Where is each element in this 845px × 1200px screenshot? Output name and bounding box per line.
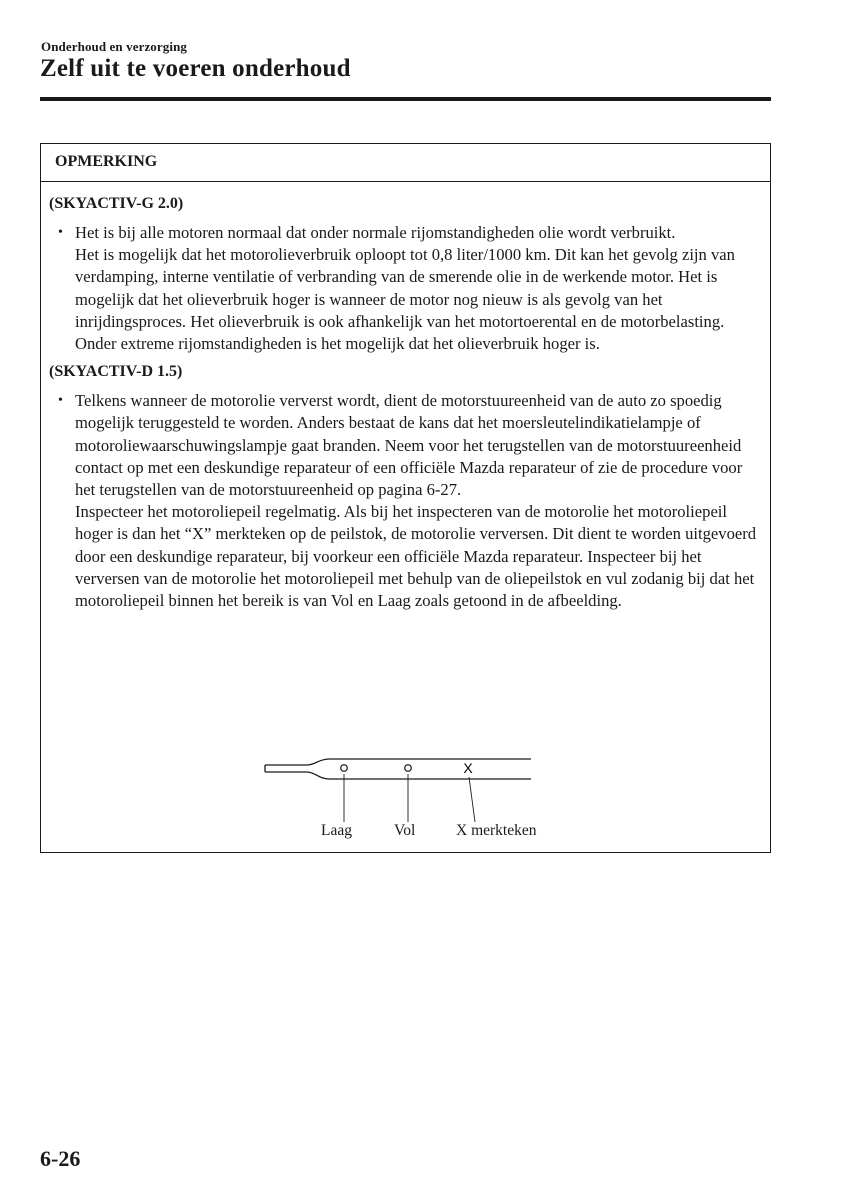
label-low: Laag bbox=[321, 822, 352, 839]
dipstick-figure bbox=[263, 749, 563, 844]
header-divider bbox=[40, 97, 771, 101]
label-full: Vol bbox=[394, 822, 416, 839]
paragraph: Telkens wanneer de motorolie ververst wordt, dient de motorstuureenheid van de auto zo spoedig mogelijk teruggesteld te worden. Anders bestaat de kans dat het moersleutelindikatielampje of motoroliewaarschuwingslampje gaat branden. Neem voor het terugstellen van de motorstuureenheid contact op met een deskundige reparateur of een officiële Mazda reparateur of zie de procedure voor het terugstellen van de motorstuureenheid op pagina 6-27. bbox=[75, 391, 743, 500]
bullet-dot: • bbox=[58, 225, 63, 240]
x-mark: X bbox=[463, 760, 473, 776]
low-mark bbox=[341, 765, 348, 772]
bullet-skyactiv-d bbox=[41, 390, 770, 612]
full-mark bbox=[405, 765, 412, 772]
label-x-mark: X merkteken bbox=[456, 822, 537, 839]
paragraph: Het is mogelijk dat het motorolieverbruik oploopt tot 0,8 liter/1000 km. Dit kan het gevolg zijn van verdamping, interne ventilatie of verbranding van de smerende olie in de werkende motor. Het is mogelijk dat het olieverbruik hoger is wanneer de motor nog nieuw is als gevolg van het inrijdingsproces. Het olieverbruik is ook afhankelijk van het motortoerental en de motorbelasting. Onder extreme rijomstandigheden is het mogelijk dat het olieverbruik hoger is. bbox=[75, 245, 735, 354]
section-header: Onderhoud en verzorging bbox=[41, 39, 188, 54]
paragraph: Inspecteer het motoroliepeil regelmatig. Als bij het inspecteren van de motorolie het motoroliepeil hoger is dan het “X” merkteken op de peilstok, de motorolie verversen. Dit dient te worden uitgevoerd door een deskundige reparateur, bij voorkeur een officiële Mazda reparateur. Inspecteer bij het verversen van de motorolie het motoroliepeil met behulp van de oliepeilstok en vul zodanig bij dat het motoroliepeil binnen het bereik is van Vol en Laag zoals getoond in de afbeelding. bbox=[75, 502, 757, 611]
page-number: 6-26 bbox=[40, 1146, 81, 1171]
bullet-dot: • bbox=[58, 393, 63, 409]
note-heading: OPMERKING bbox=[41, 144, 770, 182]
bullet-skyactiv-g bbox=[41, 222, 770, 355]
dipstick-illustration bbox=[263, 749, 563, 824]
note-box bbox=[40, 143, 771, 853]
section-title-skyactiv-g: (SKYACTIV-G 2.0) bbox=[49, 195, 184, 212]
section-title-skyactiv-d: (SKYACTIV-D 1.5) bbox=[49, 363, 183, 381]
page-title: Zelf uit te voeren onderhoud bbox=[40, 55, 351, 82]
paragraph: Het is bij alle motoren normaal dat onder normale rijomstandigheden olie wordt verbruikt. bbox=[75, 223, 676, 242]
